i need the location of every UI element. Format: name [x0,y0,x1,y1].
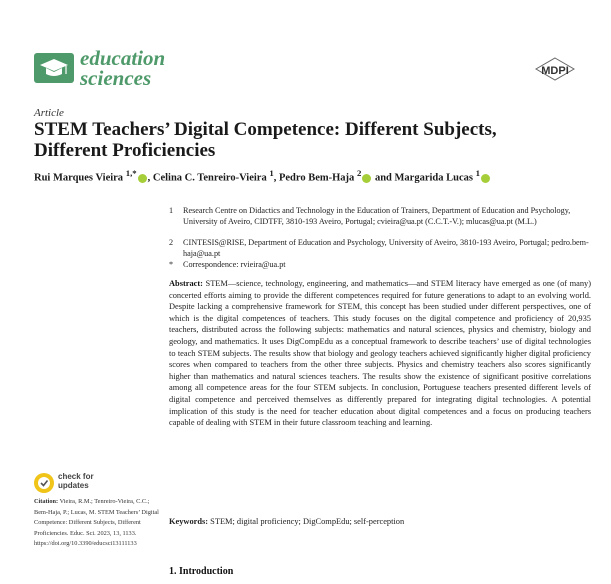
author-and: and [372,172,395,184]
author-affiliation-sup: 1 [475,168,480,178]
orcid-icon[interactable] [138,174,147,183]
article-title: STEM Teachers’ Digital Competence: Different Subjects, Different Proficiencies [34,119,497,161]
journal-name [80,48,165,88]
author-separator: , [147,172,153,184]
journal-name-line2: sciences [80,66,152,90]
author-affiliation-sup: 1,* [125,168,137,178]
author-list [34,168,594,184]
check-updates-line2: updates [58,481,89,490]
abstract-text: STEM—science, technology, engineering, and mathematics—and STEM literacy have emerged as one (of many) concerted efforts aiming to provide the different competences required for future generations to adapt to an evolving world. Despite lacking a comprehensive framework for STEM, this concept has been studied under different perspectives, one of which is the digital competences of teachers. This study focuses on the digital competence and proficiency of 20,935 teachers, distributed across the following subjects: mathematics and natural sciences, physics and chemistry, biology and geology, and mathematics. It uses DigCompEdu as a conceptual framework to describe teachers’ use of digital technologies to teach STEM subjects. The results show that biology and geology teachers achieved significantly higher digital proficiency scores when compared to teachers from the other three subjects. Physics and chemistry teachers also scores significantly higher than mathematics and natural sciences teachers. The results show the existence of significant positive correlations among all competence areas for the four STEM subjects. In conclusion, Portuguese teachers presented different levels of digital competence and perceived themselves as differently prepared for integrating digital technologies. A potential implication of this study is the need for teacher education about digital competences and a focus on producing teachers capable of dealing with STEM in their future classroom teaching and learning. [169,279,592,428]
abstract [169,278,591,429]
orcid-icon[interactable] [362,174,371,183]
affiliation-text: Correspondence: rvieira@ua.pt [183,260,286,269]
affiliation-2 [169,238,589,259]
publisher-name: MDPI [541,65,569,77]
mdpi-logo-icon [534,56,576,90]
author-name[interactable]: Pedro Bem-Haja [278,172,355,184]
keywords-label: Keywords: [169,517,209,526]
affiliation-number: 2 [169,238,174,247]
affiliation-number: * [169,260,174,269]
citation-label: Citation: [34,498,59,505]
author-name[interactable]: Celina C. Tenreiro-Vieira [152,172,267,184]
correspondence [169,260,589,271]
citation-text: Vieira, R.M.; Tenreiro-Vieira, C.C.; Bem-Haja, P.; Lucas, M. STEM Teachers’ Digital Competence: Different Subjects, Different Proficiencies. Educ. Sci. 2023, 13, 1133. https://doi.org/10.3390/educsci13111133 [34,498,159,547]
check-for-updates-icon[interactable] [34,473,54,493]
keywords-text: STEM; digital proficiency; DigCompEdu; self-perception [210,517,405,526]
author-name[interactable]: Margarida Lucas [394,172,473,184]
check-for-updates-text[interactable] [58,472,94,490]
article-type: Article [34,107,64,119]
check-updates-line1: check for [58,472,94,481]
orcid-icon[interactable] [481,174,490,183]
journal-logo-icon [34,53,74,83]
affiliation-text: CINTESIS@RISE, Department of Education and Psychology, University of Aveiro, 3810-193 Aveiro, Portugal; pedro.bem-haja@ua.pt [183,238,589,258]
keywords [169,516,591,527]
abstract-label: Abstract: [169,279,203,288]
author-affiliation-sup: 2 [356,168,362,178]
affiliation-text: Research Centre on Didactics and Technology in the Education of Trainers, Department of Education and Psychology, University of Aveiro, CIDTFF, 3810-193 Aveiro, Portugal; cvieira@ua.pt (C.C.T.-V.); mlucas@ua.pt (M.L.) [183,206,571,226]
author-affiliation-sup: 1 [269,168,274,178]
affiliation-1 [169,206,589,227]
author-separator: , [273,172,279,184]
author-name[interactable]: Rui Marques Vieira [34,172,124,184]
journal-name-line1: education [80,46,166,70]
section-heading-introduction: 1. Introduction [169,566,234,577]
citation [34,497,159,550]
affiliation-number: 1 [169,206,174,215]
